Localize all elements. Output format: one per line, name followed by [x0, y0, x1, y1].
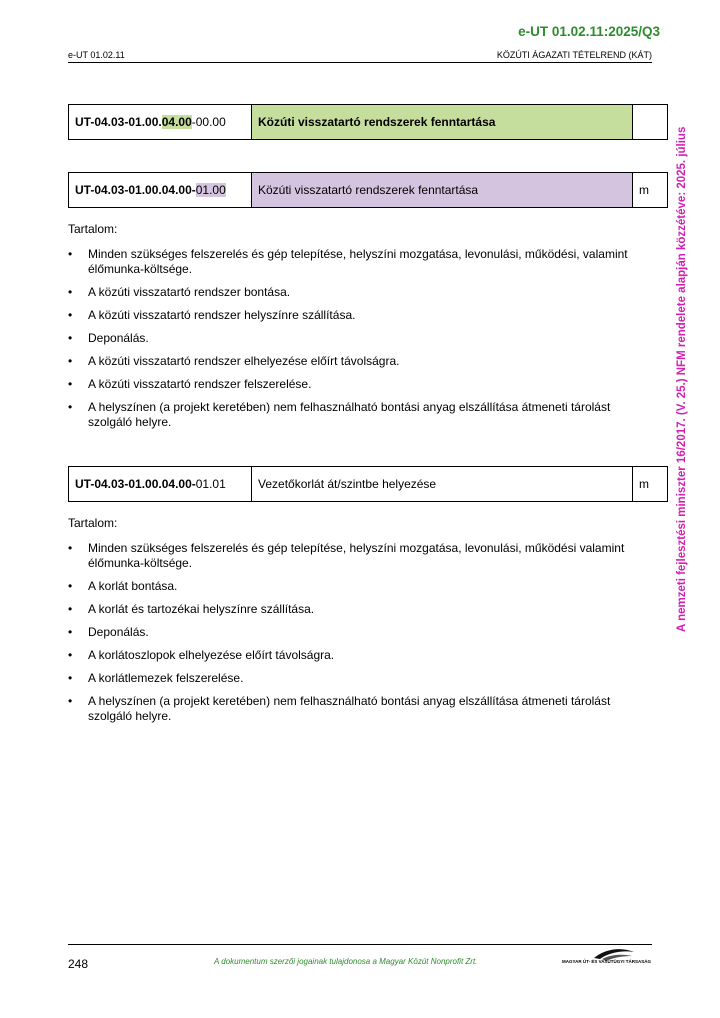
content-label: Tartalom:	[68, 516, 118, 530]
item-title: Közúti visszatartó rendszerek fenntartása	[252, 105, 633, 140]
item-unit: m	[633, 467, 668, 502]
list-item: • Minden szükséges felszerelés és gép telepítése, helyszíni mozgatása, levonulási, működési, valamint élőmunka-költsége.	[68, 247, 648, 277]
list-item: • Deponálás.	[68, 625, 648, 640]
page-number: 248	[68, 957, 89, 971]
header-left: e-UT 01.02.11	[68, 50, 125, 60]
item-row-detail	[68, 466, 668, 502]
list-item: • A közúti visszatartó rendszer bontása.	[68, 285, 648, 300]
header-right: KÖZÚTI ÁGAZATI TÉTELREND (KÁT)	[496, 50, 652, 60]
item-code: UT-04.03-01.00.04.00-01.01	[69, 467, 252, 502]
content-label: Tartalom:	[68, 222, 118, 236]
list-item: • A helyszínen (a projekt keretében) nem felhasználható bontási anyag elszállítása átmeneti tárolást szolgáló helyre.	[68, 400, 648, 430]
footer-divider	[68, 944, 652, 945]
list-item: • A korlátoszlopok elhelyezése előírt távolságra.	[68, 648, 648, 663]
list-item: • Deponálás.	[68, 331, 648, 346]
item-title: Közúti visszatartó rendszerek fenntartása	[252, 173, 633, 208]
header-divider	[68, 62, 652, 63]
list-item: • Minden szükséges felszerelés és gép telepítése, helyszíni mozgatása, levonulási, működési valamint élőmunka-költsége.	[68, 541, 648, 571]
list-item: • A helyszínen (a projekt keretében) nem felhasználható bontási anyag elszállítása átmeneti tárolást szolgáló helyre.	[68, 694, 648, 724]
logo-text: MAGYAR ÚT- ÉS VASÚTÜGYI TÁRSASÁG	[562, 959, 652, 964]
list-item: • A korlát és tartozékai helyszínre szállítása.	[68, 602, 648, 617]
item-unit: m	[633, 173, 668, 208]
document-code: e-UT 01.02.11:2025/Q3	[518, 24, 660, 39]
side-publication-note: A nemzeti fejlesztési miniszter 16/2017. (V. 25.) NFM rendelete alapján közzétéve: 2025. július	[676, 126, 688, 632]
item-row-group	[68, 104, 668, 140]
item-unit	[633, 105, 668, 140]
item-code: UT-04.03-01.00.04.00-01.00	[69, 173, 252, 208]
society-logo-icon	[562, 946, 654, 970]
list-item: • A közúti visszatartó rendszer felszerelése.	[68, 377, 648, 392]
list-item: • A korlátlemezek felszerelése.	[68, 671, 648, 686]
list-item: • A közúti visszatartó rendszer helyszínre szállítása.	[68, 308, 648, 323]
list-item: • A korlát bontása.	[68, 579, 648, 594]
item-code: UT-04.03-01.00.04.00-00.00	[69, 105, 252, 140]
content-list	[68, 541, 648, 732]
item-row-subgroup	[68, 172, 668, 208]
content-list	[68, 247, 648, 438]
list-item: • A közúti visszatartó rendszer elhelyezése előírt távolságra.	[68, 354, 648, 369]
item-title: Vezetőkorlát át/szintbe helyezése	[252, 467, 633, 502]
copyright-notice: A dokumentum szerzői jogainak tulajdonosa a Magyar Közút Nonprofit Zrt.	[214, 957, 478, 966]
